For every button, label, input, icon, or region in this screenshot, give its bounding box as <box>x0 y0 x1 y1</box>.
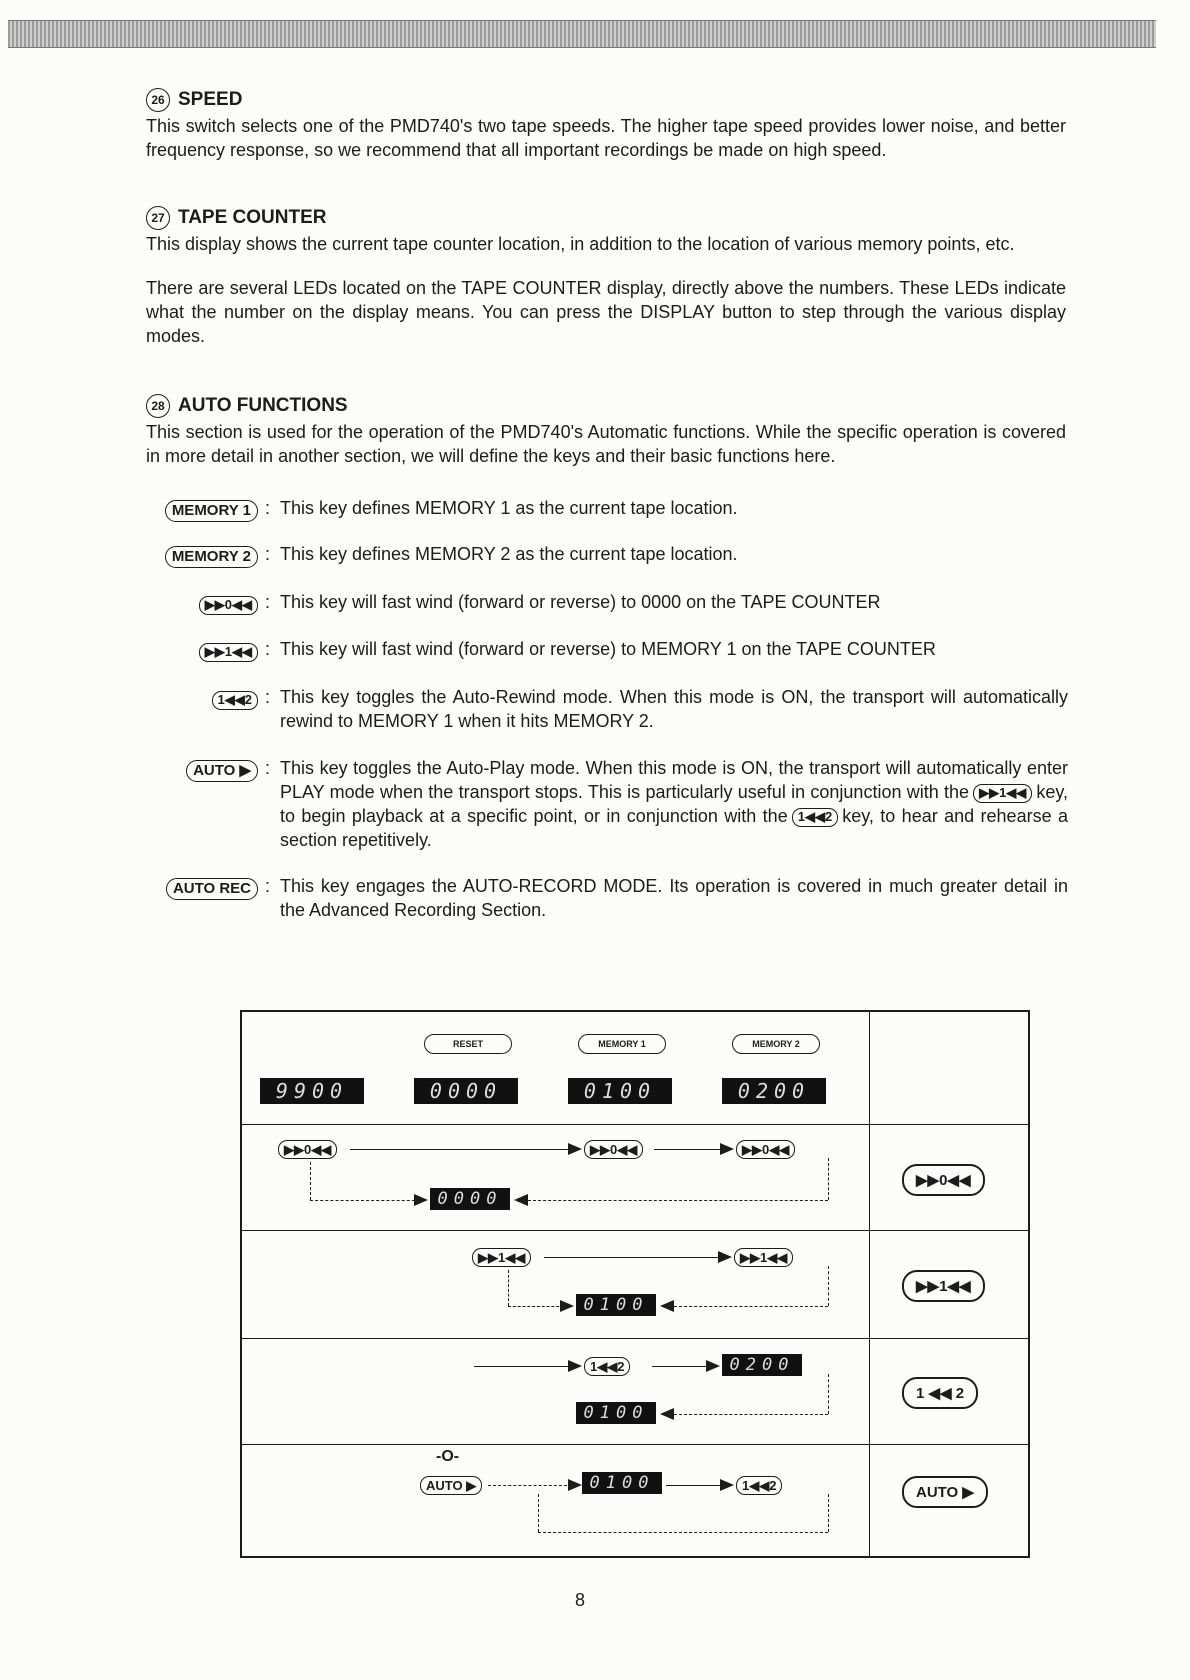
counter-display: 0000 <box>414 1078 518 1104</box>
fast-wind-memory-1-key[interactable]: ▶▶1◀◀ <box>199 643 258 662</box>
auto-play-key[interactable]: AUTO ▶ <box>186 760 258 782</box>
section-title: AUTO FUNCTIONS <box>178 395 348 416</box>
paragraph: There are several LEDs located on the TAPE COUNTER display, directly above the numbers. These LEDs indicate what the number on the display means. You can press the DISPLAY button to step through the various display modes. <box>146 278 1066 346</box>
counter-display: 9900 <box>260 1078 364 1104</box>
memory-2-key[interactable]: MEMORY 2 <box>165 546 258 568</box>
key-description: This key will fast wind (forward or reverse) to MEMORY 1 on the TAPE COUNTER <box>280 639 936 659</box>
fast-wind-memory-1-button[interactable]: ▶▶1◀◀ <box>734 1248 793 1267</box>
flow-line <box>310 1162 311 1200</box>
arrow-right-icon <box>560 1300 574 1312</box>
arrow-right-icon <box>720 1479 734 1491</box>
arrow-right-icon <box>414 1194 428 1206</box>
paragraph: This display shows the current tape counter location, in addition to the location of various memory points, etc. <box>146 234 1015 254</box>
auto-rewind-button[interactable]: 1◀◀2 <box>584 1357 630 1376</box>
key-description: This key will fast wind (forward or reverse) to 0000 on the TAPE COUNTER <box>280 592 881 612</box>
paragraph: This switch selects one of the PMD740's two tape speeds. The higher tape speed provides lower noise, and better frequency response, so we recommend that all important recordings be made on high speed. <box>146 116 1066 160</box>
page-number: 8 <box>574 1590 585 1610</box>
key-description <box>280 756 1068 852</box>
fast-wind-zero-button[interactable]: ▶▶0◀◀ <box>736 1140 795 1159</box>
arrow-right-icon <box>706 1360 720 1372</box>
key-description: This key defines MEMORY 2 as the current tape location. <box>280 544 738 564</box>
memory-1-key[interactable]: MEMORY 1 <box>165 500 258 522</box>
flow-line <box>350 1149 570 1150</box>
flow-line <box>528 1200 828 1201</box>
fast-wind-memory-1-key-large[interactable]: ▶▶1◀◀ <box>902 1270 985 1302</box>
section-heading <box>146 394 1066 418</box>
counter-display: 0100 <box>568 1078 672 1104</box>
flow-line <box>828 1374 829 1414</box>
fast-wind-zero-key[interactable]: ▶▶0◀◀ <box>199 596 258 615</box>
flow-line <box>828 1266 829 1306</box>
arrow-left-icon <box>660 1408 674 1420</box>
colon: : <box>265 758 271 778</box>
flow-line <box>508 1270 509 1306</box>
section-heading <box>146 206 1066 230</box>
section-auto-functions <box>146 394 1066 488</box>
flow-line <box>654 1149 722 1150</box>
divider <box>242 1444 1028 1445</box>
flow-line <box>674 1414 828 1415</box>
counter-display: 0200 <box>722 1354 802 1376</box>
key-description: This key engages the AUTO-RECORD MODE. Its operation is covered in much greater detail in the Advanced Recording Section. <box>280 876 1068 920</box>
arrow-left-icon <box>514 1194 528 1206</box>
counter-display: 0000 <box>430 1188 510 1210</box>
auto-rewind-key-large[interactable]: 1 ◀◀ 2 <box>902 1377 978 1409</box>
divider <box>869 1012 870 1556</box>
fast-wind-zero-button[interactable]: ▶▶0◀◀ <box>278 1140 337 1159</box>
desc-part: key, to begin playback at a specific point, or in conjunction with the <box>280 782 1068 826</box>
flow-line <box>828 1494 829 1532</box>
colon: : <box>265 544 271 564</box>
section-number: 27 <box>146 206 170 230</box>
section-number: 28 <box>146 394 170 418</box>
flow-line <box>538 1532 828 1533</box>
divider <box>242 1124 1028 1125</box>
lamp-icon: -O- <box>436 1448 460 1465</box>
arrow-right-icon <box>720 1143 734 1155</box>
flow-line <box>538 1494 539 1532</box>
colon: : <box>265 639 271 659</box>
flow-line <box>652 1366 708 1367</box>
counter-display: 0200 <box>722 1078 826 1104</box>
memory-2-button[interactable]: MEMORY 2 <box>732 1034 820 1054</box>
colon: : <box>265 876 271 896</box>
inline-auto-rewind-key: 1◀◀2 <box>792 808 838 827</box>
flow-line <box>674 1306 828 1307</box>
desc-part: This key toggles the Auto-Play mode. When this mode is ON, the transport will automatically enter PLAY mode when the transport stops. This is particularly useful in conjunction with the <box>280 758 1068 802</box>
auto-rewind-button[interactable]: 1◀◀2 <box>736 1476 782 1495</box>
flow-line <box>666 1485 722 1486</box>
arrow-right-icon <box>568 1143 582 1155</box>
auto-play-button[interactable]: AUTO ▶ <box>420 1476 482 1495</box>
arrow-right-icon <box>718 1251 732 1263</box>
section-title: TAPE COUNTER <box>178 207 327 228</box>
divider <box>242 1338 1028 1339</box>
section-speed <box>146 88 1066 182</box>
fast-wind-zero-button[interactable]: ▶▶0◀◀ <box>584 1140 643 1159</box>
section-title: SPEED <box>178 89 243 110</box>
fast-wind-memory-1-button[interactable]: ▶▶1◀◀ <box>472 1248 531 1267</box>
arrow-right-icon <box>568 1479 582 1491</box>
flow-line <box>828 1158 829 1200</box>
counter-display: 0100 <box>576 1294 656 1316</box>
paragraph: This section is used for the operation of the PMD740's Automatic functions. While the specific operation is covered in more detail in another section, we will define the keys and their basic functions here. <box>146 422 1066 466</box>
key-description: This key toggles the Auto-Rewind mode. When this mode is ON, the transport will automatically rewind to MEMORY 1 when it hits MEMORY 2. <box>280 687 1068 731</box>
header-band <box>8 20 1156 48</box>
fast-wind-zero-key-large[interactable]: ▶▶0◀◀ <box>902 1164 985 1196</box>
flow-line <box>508 1306 564 1307</box>
colon: : <box>265 498 271 518</box>
flow-line <box>544 1257 720 1258</box>
section-heading <box>146 88 1066 112</box>
divider <box>242 1230 1028 1231</box>
colon: : <box>265 687 271 707</box>
counter-display: 0100 <box>582 1472 662 1494</box>
auto-play-key-large[interactable]: AUTO ▶ <box>902 1476 988 1508</box>
flow-line <box>488 1485 572 1486</box>
counter-display: 0100 <box>576 1402 656 1424</box>
arrow-right-icon <box>568 1360 582 1372</box>
desc-part: key, to hear and rehearse a section repetitively. <box>280 806 1068 850</box>
memory-1-button[interactable]: MEMORY 1 <box>578 1034 666 1054</box>
arrow-left-icon <box>660 1300 674 1312</box>
section-tape-counter <box>146 206 1066 368</box>
auto-rec-key[interactable]: AUTO REC <box>166 878 258 900</box>
key-description: This key defines MEMORY 1 as the current tape location. <box>280 498 738 518</box>
flow-line <box>474 1366 570 1367</box>
flow-line <box>310 1200 420 1201</box>
section-number: 26 <box>146 88 170 112</box>
auto-functions-diagram <box>240 1010 1030 1558</box>
colon: : <box>265 592 271 612</box>
reset-button[interactable]: RESET <box>424 1034 512 1054</box>
inline-fast-wind-memory-1-key: ▶▶1◀◀ <box>973 784 1032 803</box>
auto-rewind-key[interactable]: 1◀◀2 <box>212 691 258 710</box>
